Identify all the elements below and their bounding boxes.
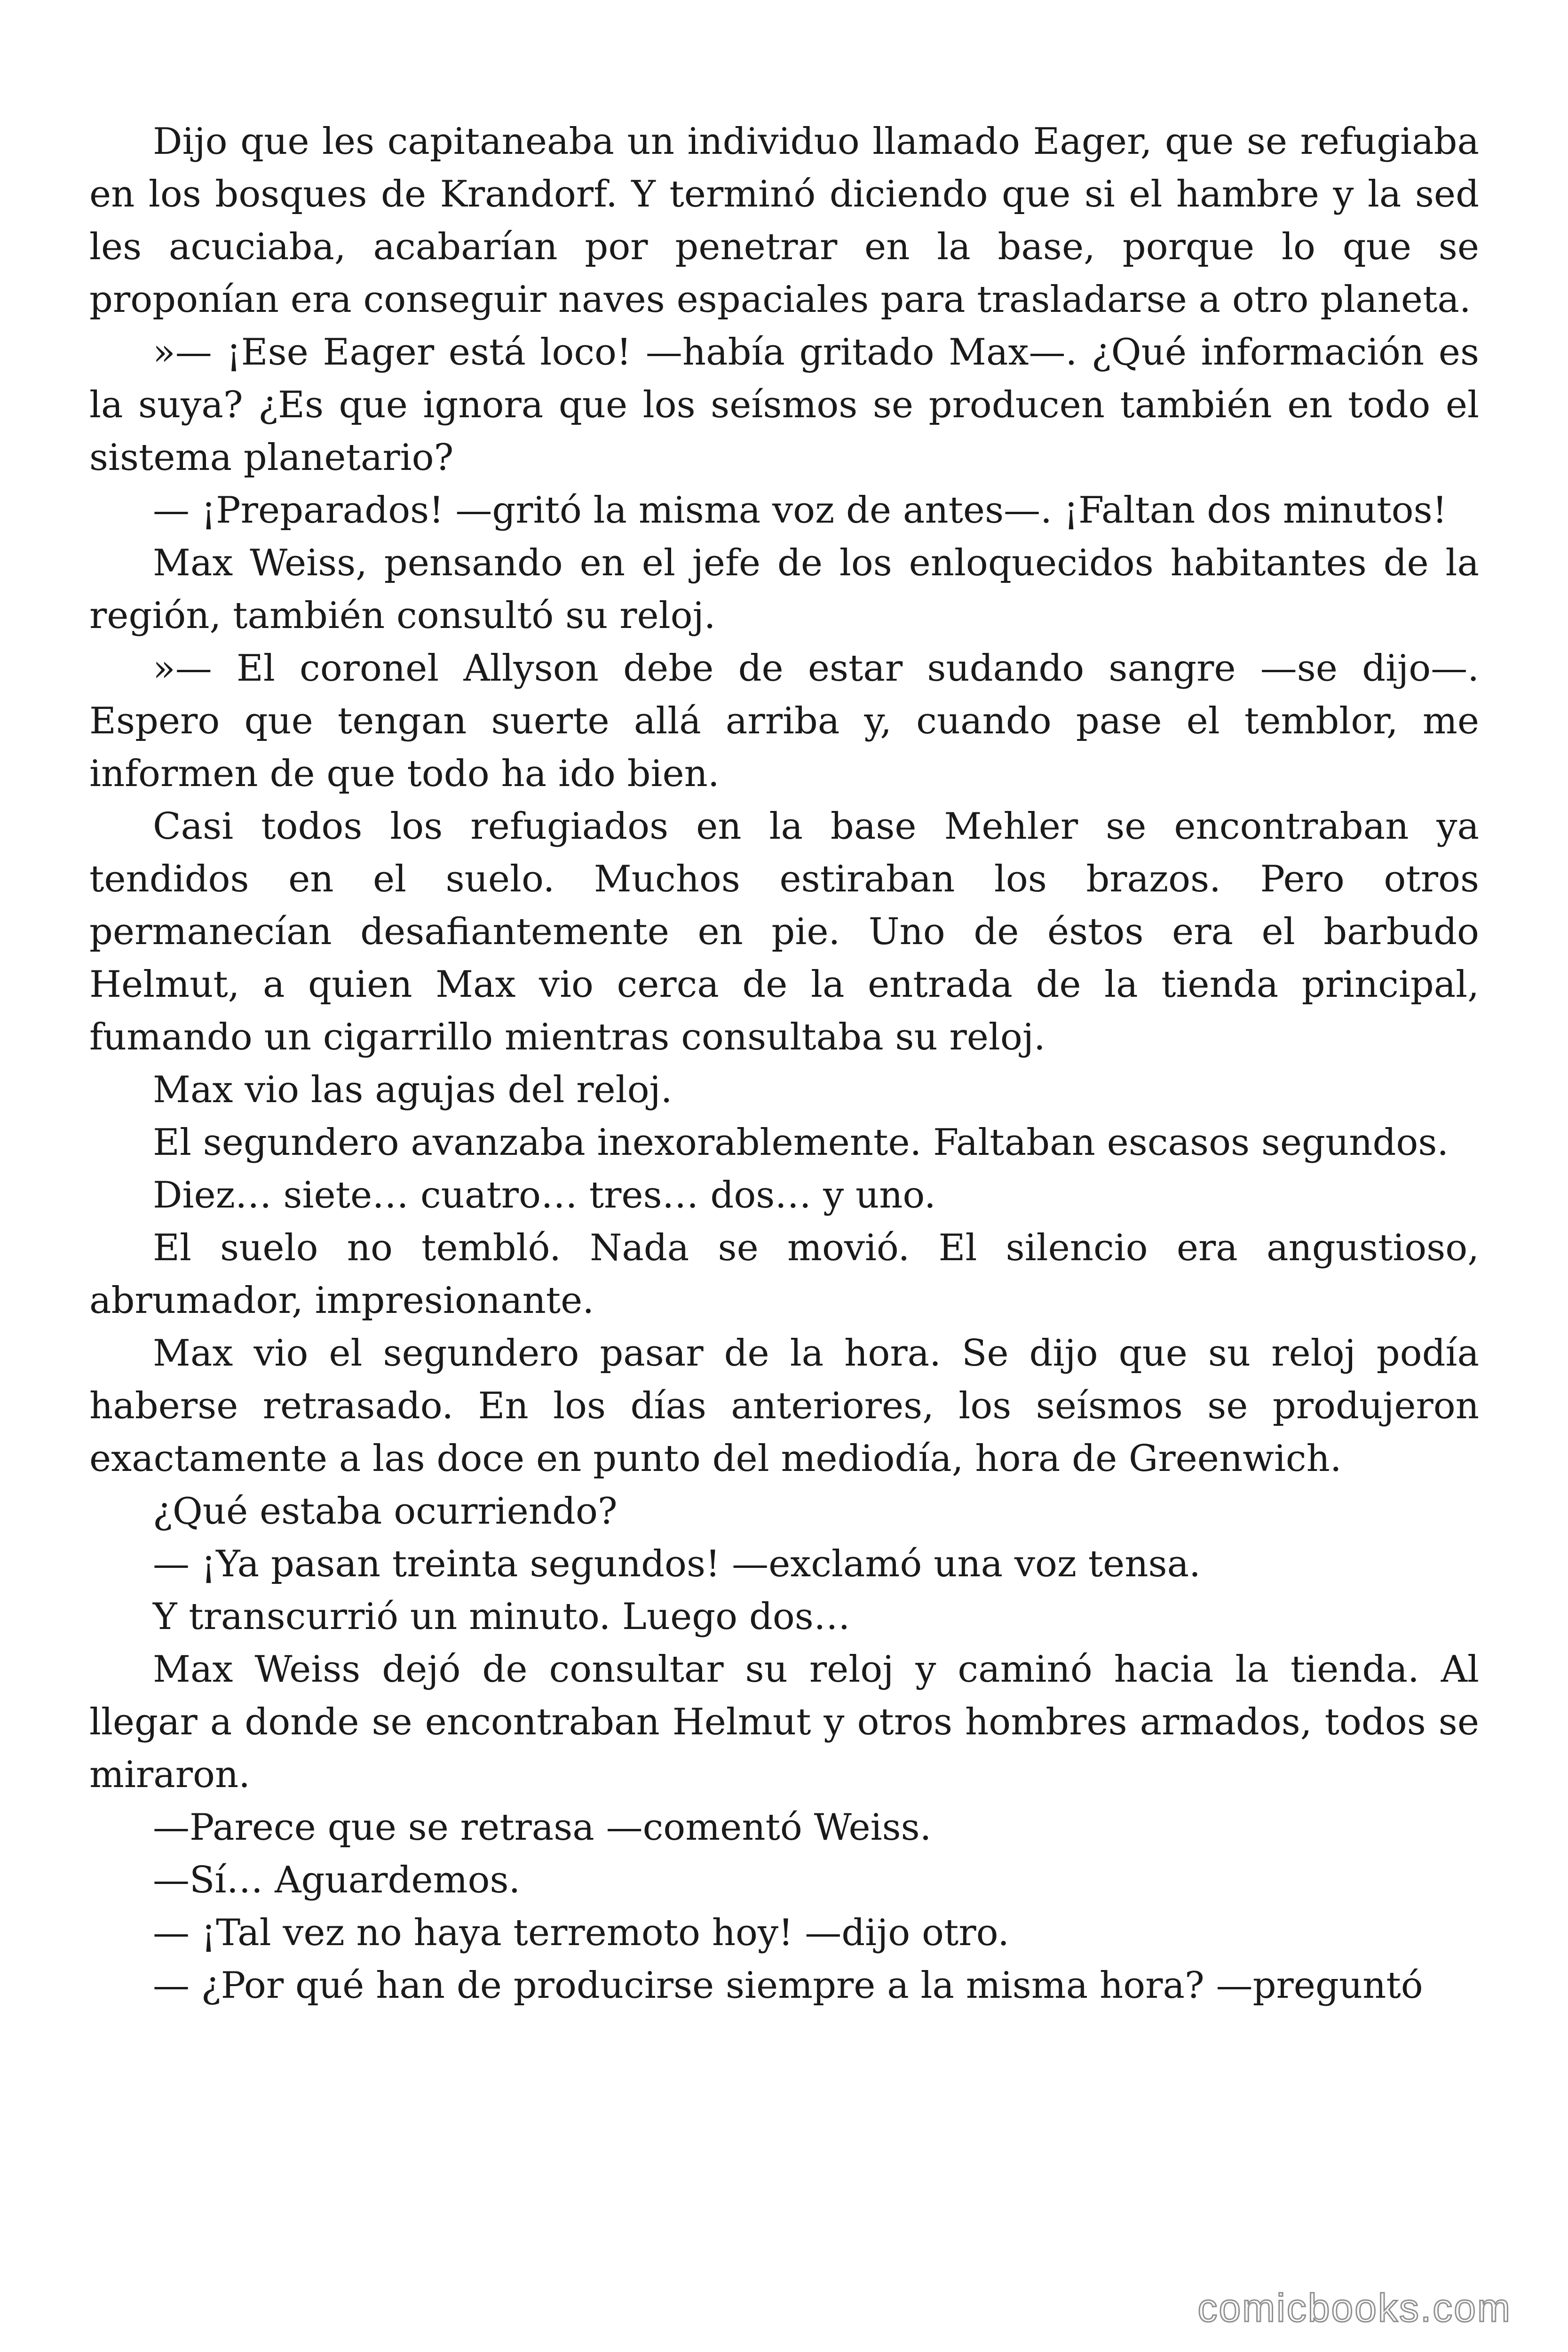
paragraph: — ¿Por qué han de producirse siempre a la misma hora? —preguntó — [153, 1964, 1423, 2007]
body-text — [89, 115, 1479, 2012]
paragraph: — ¡Tal vez no haya terremoto hoy! —dijo otro. — [153, 1912, 1010, 1954]
paragraph: Y transcurrió un minuto. Luego dos… — [153, 1596, 850, 1638]
paragraph: Dijo que les capitaneaba un individuo llamado Eager, que se refugiaba en los bosques de Krandorf. Y terminó diciendo que si el hambre y la sed les acuciaba, acabarían por penetrar en la base, porque lo que se proponían era conseguir naves espaciales para trasladarse a otro planeta. — [89, 120, 1479, 321]
paragraph: Max Weiss dejó de consultar su reloj y caminó hacia la tienda. Al llegar a donde se encontraban Helmut y otros hombres armados, todos se miraron. — [89, 1648, 1479, 1796]
paragraph: Max vio las agujas del reloj. — [153, 1069, 673, 1111]
paragraph: ¿Qué estaba ocurriendo? — [153, 1490, 618, 1533]
paragraph: —Sí… Aguardemos. — [153, 1859, 521, 1901]
paragraph: El segundero avanzaba inexorablemente. Faltaban escasos segundos. — [153, 1121, 1449, 1164]
watermark: comicbooks.com — [1197, 2286, 1512, 2330]
paragraph: —Parece que se retrasa —comentó Weiss. — [153, 1806, 932, 1849]
paragraph: Max vio el segundero pasar de la hora. Se dijo que su reloj podía haberse retrasado. En los días anteriores, los seísmos se produjeron exactamente a las doce en punto del mediodía, hora de Greenwich. — [89, 1332, 1479, 1480]
paragraph: »— El coronel Allyson debe de estar sudando sangre —se dijo—. Espero que tengan suerte allá arriba y, cuando pase el temblor, me informen de que todo ha ido bien. — [89, 647, 1479, 795]
paragraph: Casi todos los refugiados en la base Mehler se encontraban ya tendidos en el suelo. Muchos estiraban los brazos. Pero otros permanecían desafiantemente en pie. Uno de éstos era el barbudo Helmut, a quien Max vio cerca de la entrada de la tienda principal, fumando un cigarrillo mientras consultaba su reloj. — [89, 805, 1479, 1058]
paragraph: El suelo no tembló. Nada se movió. El silencio era angustioso, abrumador, impresionante. — [89, 1227, 1479, 1322]
paragraph: Max Weiss, pensando en el jefe de los enloquecidos habitantes de la región, también consultó su reloj. — [89, 542, 1479, 637]
paragraph: — ¡Preparados! —gritó la misma voz de antes—. ¡Faltan dos minutos! — [153, 489, 1447, 532]
paragraph: — ¡Ya pasan treinta segundos! —exclamó una voz tensa. — [153, 1543, 1201, 1585]
paragraph: »— ¡Ese Eager está loco! —había gritado Max—. ¿Qué información es la suya? ¿Es que ignora que los seísmos se producen también en todo el sistema planetario? — [89, 331, 1479, 479]
paragraph: Diez… siete… cuatro… tres… dos… y uno. — [153, 1174, 936, 1216]
